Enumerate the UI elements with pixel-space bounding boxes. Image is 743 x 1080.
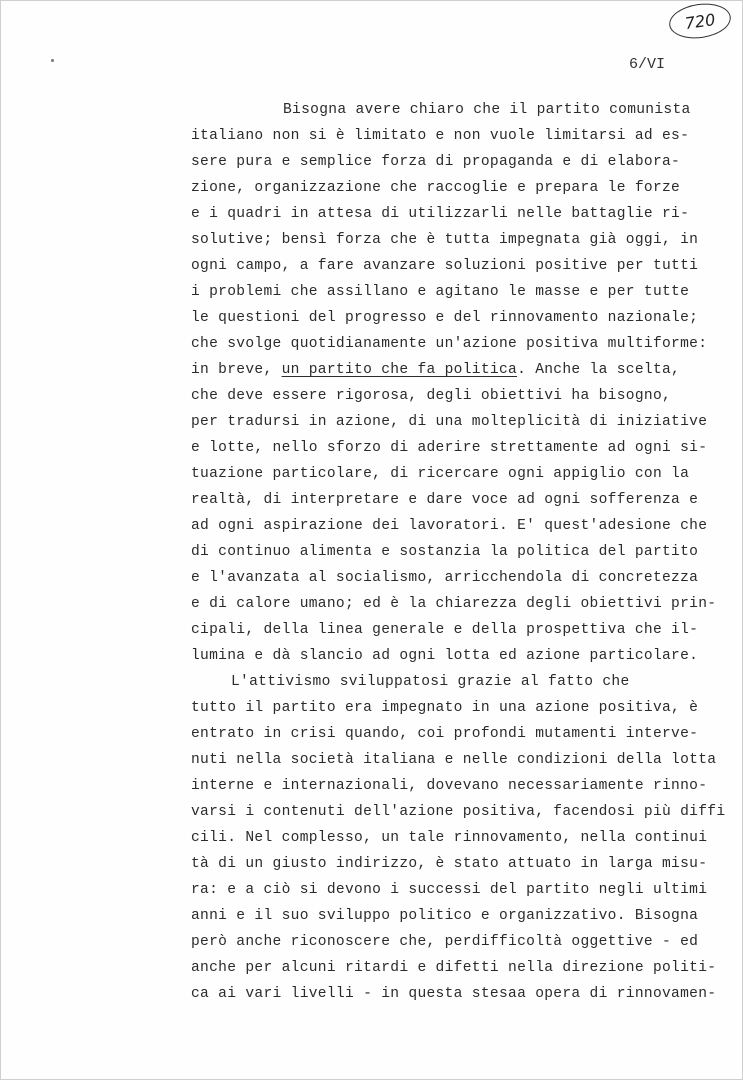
text-line: zione, organizzazione che raccoglie e prepara le forze [191,180,681,196]
text-line: e lotte, nello sforzo di aderire strettamente ad ogni si- [191,440,708,456]
text-line: che deve essere rigorosa, degli obiettivi ha bisogno, [191,388,672,404]
text-line: ogni campo, a fare avanzare soluzioni positive per tutti [191,258,699,274]
text-line: i problemi che assillano e agitano le masse e per tutte [191,284,690,300]
text-line: sere pura e semplice forza di propaganda e di elabora- [191,154,681,170]
text-line: solutive; bensì forza che è tutta impegnata già oggi, in [191,232,699,248]
text-line: tuazione particolare, di ricercare ogni appiglio con la [191,466,690,482]
text-line: anche per alcuni ritardi e difetti nella direzione politi- [191,960,717,976]
text-line: interne e internazionali, dovevano necessariamente rinno- [191,778,708,794]
text-line: le questioni del progresso e del rinnovamento nazionale; [191,310,699,326]
text-line: entrato in crisi quando, coi profondi mutamenti interve- [191,726,699,742]
text-line: e di calore umano; ed è la chiarezza degli obiettivi prin- [191,596,717,612]
margin-mark [51,59,54,62]
text-line: L'attivismo sviluppatosi grazie al fatto che [231,674,630,690]
text-line: ad ogni aspirazione dei lavoratori. E' quest'adesione che [191,518,708,534]
text-line: anni e il suo sviluppo politico e organizzativo. Bisogna [191,908,699,924]
text-line: cili. Nel complesso, un tale rinnovamento, nella continui [191,830,708,846]
text-line: tà di un giusto indirizzo, è stato attuato in larga misu- [191,856,708,872]
text-segment: in breve, [191,362,282,378]
text-line: realtà, di interpretare e dare voce ad ogni sofferenza e [191,492,699,508]
text-segment: . Anche la scelta, [517,362,681,378]
text-line: e l'avanzata al socialismo, arricchendola di concretezza [191,570,699,586]
text-line: per tradursi in azione, di una molteplicità di iniziative [191,414,708,430]
text-line: di continuo alimenta e sostanzia la politica del partito [191,544,699,560]
text-line: ca ai vari livelli - in questa stesaa opera di rinnovamen- [191,986,717,1002]
archive-stamp: 720 [667,0,733,42]
underlined-phrase: un partito che fa politica [281,362,518,378]
text-line: ra: e a ciò si devono i successi del partito negli ultimi [191,882,708,898]
text-line: però anche riconoscere che, perdifficoltà oggettive - ed [191,934,699,950]
text-line: lumina e dà slancio ad ogni lotta ed azione particolare. [191,648,699,664]
text-line: cipali, della linea generale e della prospettiva che il- [191,622,699,638]
text-line: nuti nella società italiana e nelle condizioni della lotta [191,752,717,768]
text-line: Bisogna avere chiaro che il partito comunista [283,102,691,118]
text-line [191,361,680,379]
page-number: 6/VI [629,56,666,73]
text-line: italiano non si è limitato e non vuole limitarsi ad es- [191,128,690,144]
text-line: varsi i contenuti dell'azione positiva, facendosi più diffi [191,804,726,820]
text-line: tutto il partito era impegnato in una azione positiva, è [191,700,699,716]
text-line: e i quadri in attesa di utilizzarli nelle battaglie ri- [191,206,690,222]
text-line: che svolge quotidianamente un'azione positiva multiforme: [191,336,708,352]
